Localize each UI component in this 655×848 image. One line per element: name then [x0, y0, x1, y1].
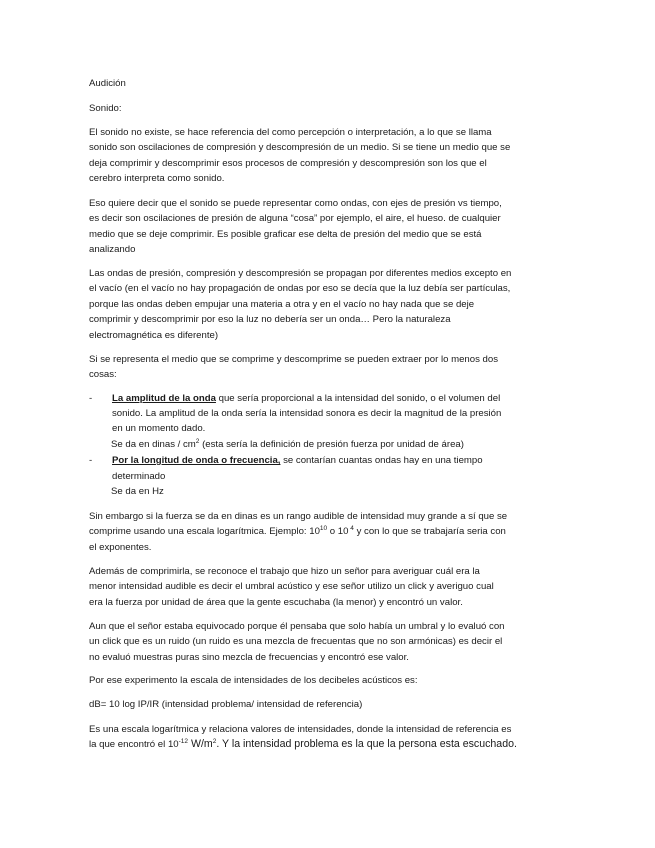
section-heading: Sonido: — [89, 103, 122, 114]
list-item-line: sonido. La amplitud de la onda sería la intensidad sonora es decir la magnitud de la presión — [112, 408, 502, 419]
paragraph-1: El sonido no existe, se hace referencia del como percepción o interpretación, a lo que se llama sonido son oscilaciones de compresión y descompresión de un medio. Si se tiene un medio que se deja comprimir y descomprimir esos procesos de compresión y descompresión son los que el cerebro interpreta como sonido. — [89, 127, 511, 185]
amplitude-term: La amplitud de la onda — [112, 393, 216, 404]
bullet-dash: - — [89, 455, 93, 466]
paragraph-9: Es una escala logarítmica y relaciona valores de intensidades, donde la intensidad de referencia es la que encontró el $10^{-12}$ $W/m^2$. Y la intensidad problema es la que la persona esta escuchado. — [89, 724, 517, 751]
list-item-frequency — [89, 453, 569, 503]
list-item-line: Se da en dinas / $cm^2$ (esta sería la definición de presión fuerza por unidad de área) — [111, 438, 464, 450]
list-item-line: en un momento dado. — [112, 423, 206, 434]
list-item-amplitude — [89, 391, 569, 457]
paragraph-7: Aun que el señor estaba equivocado porque él pensaba que solo había un umbral y lo evaluó con un click que es un ruido (un ruido es una mezcla de frecuentas que no son armónicas) es decir el no evaluó muestras puras sino mezcla de frecuencias y encontró ese valor. — [89, 621, 505, 663]
paragraph-2: Eso quiere decir que el sonido se puede representar como ondas, con ejes de presión vs tiempo, es decir son oscilaciones de presión de alguna “cosa” por ejemplo, el aire, el hueso. de cualquier medio que se deje comprimir. Es posible graficar ese delta de presión del medio que se está analizando — [89, 198, 502, 256]
paragraph-5: Sin embargo si la fuerza se da en dinas es un rango audible de intensidad muy grande a sí que se comprime usando una escala logarítmica. Ejemplo: $10^{10}$ o 10 $^4$ y con lo que se trabajaría seria con el exponentes. — [89, 511, 508, 553]
paragraph-3: Las ondas de presión, compresión y descompresión se propagan por diferentes medios excepto en el vacío (en el vacío no hay propagación de ondas por eso se decía que la luz debía ser partículas, porque las ondas deben empujar una materia a otra y en el vacío no hay nada que se deje comprimir y descomprimir por eso la luz no debería ser un onda… Pero la naturaleza electromagnética es diferente) — [89, 268, 512, 341]
list-item-line: determinado — [112, 471, 166, 482]
list-item-line: La amplitud de la onda que sería proporcional a la intensidad del sonido, o el volumen del — [112, 393, 501, 404]
list-item-line: Por la longitud de onda o frecuencia, se contarían cuantas ondas hay en una tiempo — [112, 455, 483, 466]
paragraph-8: Por ese experimento la escala de intensidades de los decibeles acústicos es: — [89, 675, 418, 686]
bullet-dash: - — [89, 393, 93, 404]
document-title: Audición — [89, 78, 126, 89]
list-item-line: Se da en Hz — [111, 486, 164, 497]
frequency-term: Por la longitud de onda o frecuencia, — [112, 455, 281, 466]
paragraph-4: Si se representa el medio que se comprime y descomprime se pueden extraer por lo menos dos cosas: — [89, 354, 499, 381]
paragraph-6: Además de comprimirla, se reconoce el trabajo que hizo un señor para averiguar cuál era la menor intensidad audible es decir el umbral acústico y ese señor utilizo un click y averiguo cual era la fuerza por unidad de área que la gente escuchaba (la menor) y encontró un valor. — [89, 566, 494, 608]
formula: dB= 10 log IP/IR (intensidad problema/ intensidad de referencia) — [89, 699, 363, 710]
